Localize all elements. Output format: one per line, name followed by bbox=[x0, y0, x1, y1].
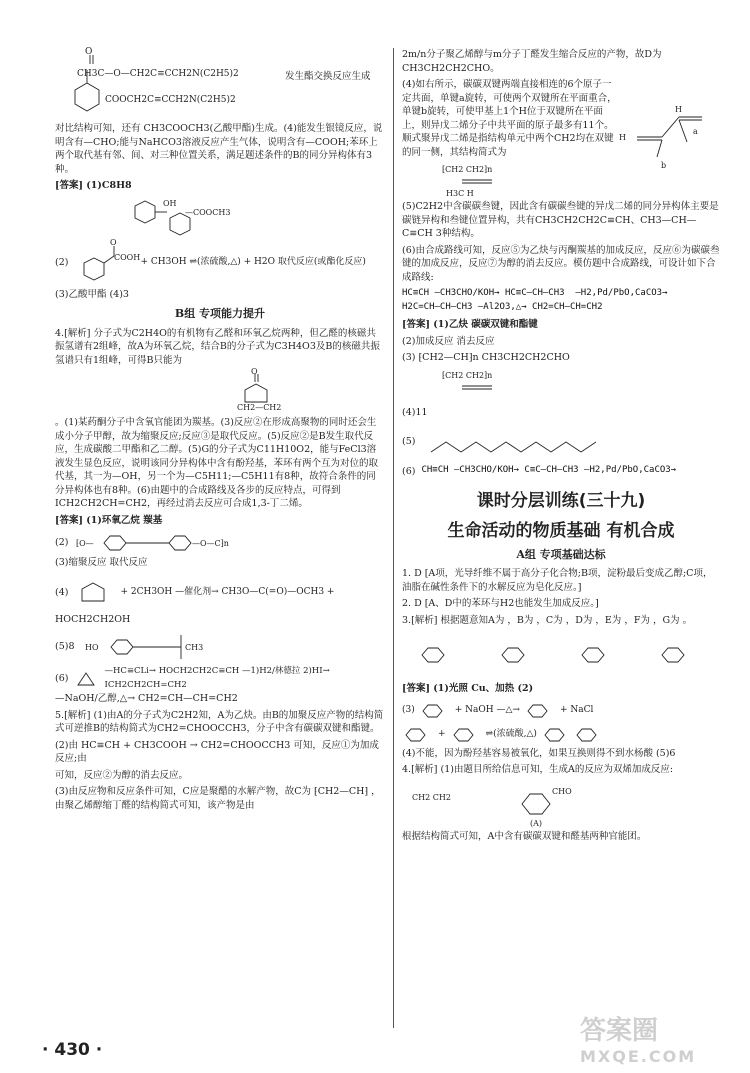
answer-a3-structures bbox=[402, 630, 720, 680]
watermark-line-1: 答案圈 bbox=[580, 1016, 659, 1046]
svg-text:HO: HO bbox=[84, 643, 99, 652]
benzyl-alcohol-structure bbox=[524, 699, 556, 723]
right-answer-2: (2)加成反应 消去反应 bbox=[402, 335, 495, 347]
answer-a3-eq3-row bbox=[402, 699, 720, 723]
diels-alder-structure bbox=[402, 780, 602, 828]
svg-text:b: b bbox=[661, 161, 667, 170]
right-p2: (4)如右所示，碳碳双键两端直接相连的6个原子一定共面，单键a旋转，可使两个双键所在平面重合，单键b旋转，可使甲基上1个H位于双键所在平面上，则异戊二烯分子中共平面的原子最多有11个。顺式聚异戊二烯是指结构单元中两个CH2均在双键的同一侧，其结构简式为 bbox=[402, 79, 617, 158]
ester-structure-1 bbox=[55, 47, 385, 120]
left-column bbox=[55, 48, 385, 815]
q4-answer-4-row bbox=[55, 573, 385, 613]
benzyl-alcohol-structure-2 bbox=[450, 723, 482, 747]
q4-answer-5-label: (5)8 bbox=[55, 641, 75, 653]
svg-text:—COOCH3: —COOCH3 bbox=[185, 207, 231, 217]
answer-a3-e: ，E为 bbox=[595, 614, 622, 626]
svg-text:CH3: CH3 bbox=[184, 643, 203, 652]
ethylene-oxide-structure bbox=[74, 669, 98, 689]
tert-pentylphenol-structure bbox=[81, 629, 231, 665]
q5-analysis-4: (3)由反应物和反应条件可知，C应是聚醋的水解产物，故C为 ⁅CH2—CH⁆ ，由聚乙烯醇缩丁醛的结构简式可知，该产物是由 bbox=[55, 786, 381, 811]
right-answer-4: (4)11 bbox=[402, 406, 428, 418]
svg-text:a: a bbox=[693, 127, 698, 136]
right-answer-6-row bbox=[402, 462, 720, 482]
q4-answer-4-equation: + 2CH3OH —催化剂→ CH3O—C(=O)—OCH3 + bbox=[120, 586, 335, 597]
q4-answer-6-equation-2: —NaOH/乙醇,△→ CH2=CH—CH=CH2 bbox=[55, 693, 238, 704]
svg-text:⁅CH2 CH2⁆n: ⁅CH2 CH2⁆n bbox=[442, 370, 493, 380]
polyisoprene-answer-structure bbox=[402, 368, 602, 404]
svg-text:O: O bbox=[85, 47, 93, 57]
answer-a3-answer-1: [答案] (1)光照 Cu、加热 (2) bbox=[402, 683, 534, 694]
q4-answer-2-label: (2) bbox=[55, 537, 69, 549]
answer-a4-continued: 根据结构简式可知，A中含有碳碳双键和醛基两种官能团。 bbox=[402, 830, 647, 842]
q5-analysis-3: 可知，反应②为醇的消去反应。 bbox=[55, 769, 189, 781]
equation-2 bbox=[55, 238, 385, 288]
svg-text:COOCH2C≡CCH2N(C2H5)2: COOCH2C≡CCH2N(C2H5)2 bbox=[105, 95, 236, 105]
equation-2-label: (2) bbox=[55, 256, 69, 268]
watermark-logo bbox=[580, 1010, 696, 1066]
answer-a3-eq4-plus: + bbox=[438, 728, 446, 739]
right-p3: (5)C2H2中含碳碳叁键，因此含有碳碳叁键的异戊二烯的同分异构体主要是碳链异构和叁键位置异构，共有CH3CH2CH2C≡CH、CH3—CH—C≡CH 3种结构。 bbox=[402, 201, 719, 239]
isoprene-structure bbox=[617, 82, 717, 172]
svg-text:⁅O—: ⁅O— bbox=[76, 539, 95, 548]
column-divider bbox=[393, 48, 394, 1028]
right-p4: (6)由合成路线可知，反应⑤为乙炔与丙酮羰基的加成反应，反应⑥为碳碳叁键的加成反应，反应⑦为醇的消去反应。模仿题中合成路线，可设计如下合成路线: bbox=[402, 244, 720, 283]
svg-text:CH3C—O—CH2C≡CCH2N(C2H5)2: CH3C—O—CH2C≡CCH2N(C2H5)2 bbox=[77, 69, 239, 79]
svg-text:CHO: CHO bbox=[552, 786, 572, 796]
cis-polyisoprene-structure bbox=[402, 162, 602, 198]
svg-text:—O—C⁆n: —O—C⁆n bbox=[192, 539, 230, 548]
answer-a3-eq4-arrow: ⇌(浓硫酸,△) bbox=[485, 728, 537, 739]
right-answer-6-route: CH≡CH —CH3CHO/KOH→ C≡C—CH—CH3 —H2,Pd/PbO,CaCO3→ bbox=[421, 465, 677, 475]
ethylene-carbonate-reactant bbox=[74, 573, 114, 613]
svg-text:OH: OH bbox=[163, 198, 177, 208]
alkyne-isomer-zigzag bbox=[421, 422, 661, 462]
ethylene-carbonate-structure bbox=[55, 367, 385, 414]
svg-text:H: H bbox=[619, 133, 626, 142]
q4-answer-3: (3)缩聚反应 取代反应 bbox=[55, 557, 148, 568]
svg-text:O: O bbox=[251, 367, 258, 376]
answer-a3 bbox=[402, 614, 720, 628]
q5-analysis: 5.[解析] (1)由A的分子式为C2H2知，A为乙炔。由B的加聚反应产物的结构简式可逆推B的结构简式为CH2=CHOOCCH3，分子中含有碳碳双键和酯键。 bbox=[55, 709, 384, 734]
answer-a3-eq3-label: (3) bbox=[402, 704, 415, 715]
lesson-title-2: 生命活动的物质基础 有机合成 bbox=[447, 520, 675, 541]
answer-a1: 1. D [A项，光导纤维不属于高分子化合物;B项，淀粉最后变成乙醇;C项，油脂在碱性条件下的水解反应为皂化反应。] bbox=[402, 568, 713, 593]
q4-answer-6-equation: —HC≡CLi→ HOCH2CH2C≡CH —1)H2/林德拉 2)HI→ ICH2CH2CH=CH2 bbox=[104, 666, 330, 690]
page-number: · 430 · bbox=[42, 1040, 103, 1060]
svg-text:CH2—CH2: CH2—CH2 bbox=[237, 403, 282, 412]
section-a-heading: A组 专项基础达标 bbox=[516, 547, 606, 561]
q4-answer-4-product: HOCH2CH2OH bbox=[55, 613, 131, 625]
synthesis-route: HC≡CH —CH3CHO/KOH→ HC≡C—CH—CH3 —H2,Pd/PbO,CaCO3→ H2C=CH—CH—CH3 —Al2O3,△→ CH2=CH—CH=CH2 bbox=[402, 288, 668, 312]
benzoylformic-acid-structure bbox=[74, 237, 141, 288]
equation-2-text: + CH3OH ⇌(浓硫酸,△) + H2O 取代反应(或酯化反应) bbox=[140, 256, 366, 267]
right-answer-5-label: (5) bbox=[402, 436, 416, 448]
q4-answer-6-label: (6) bbox=[55, 672, 69, 684]
left-p2: 对比结构可知，还有 CH3COOCH3(乙酸甲酯)生成。(4)能发生银镜反应，说明含有—CHO;能与NaHCO3溶液反应产生气体，说明含有—COOH;苯环上两个取代基有邻、间、对三种位置关系，满足题述条件的B的同分异构体有3种。 bbox=[55, 123, 383, 175]
benzyl-chloride-structure bbox=[419, 699, 451, 723]
left-p1: 发生酯交换反应生成 bbox=[285, 71, 371, 82]
q5-analysis-2: (2)由 HC≡CH + CH3COOH → CH2=CHOOCCH3 可知，反应①为加成反应;由 bbox=[55, 739, 379, 764]
svg-text:COOH: COOH bbox=[114, 252, 141, 262]
benzyl-benzoate-structure bbox=[541, 723, 601, 747]
svg-text:H3C H: H3C H bbox=[446, 189, 474, 198]
answer-a3-eq3-mid: + NaOH —△→ bbox=[454, 704, 520, 715]
page-number-value: 430 bbox=[54, 1040, 90, 1060]
svg-text:(A): (A) bbox=[530, 818, 543, 828]
q4-analysis: 4.[解析] 分子式为C2H4O的有机物有乙醛和环氧乙烷两种，但乙醛的核磁共振氢谱有2组峰，故A为环氧乙烷，结合B的分子式为C3H4O3及B的核磁共振氢谱只有1组峰，可得B只能为 bbox=[55, 327, 380, 366]
answer-a3-c: ，C为 bbox=[536, 614, 563, 626]
answer-a3-answer-4: (4)不能，因为酚羟基容易被氧化，如果互换则得不到水杨酸 (5)6 bbox=[402, 747, 676, 759]
answer-a4: 4.[解析] (1)由题目所给信息可知，生成A的反应为双烯加成反应: bbox=[402, 764, 674, 775]
answer-a3-b: ，B为 bbox=[507, 614, 534, 626]
svg-text:CH2 CH2: CH2 CH2 bbox=[412, 792, 451, 802]
right-p1: 2m/n分子聚乙烯醇与m分子丁醛发生缩合反应的产物，故D为CH3CH2CH2CHO。 bbox=[402, 49, 662, 74]
answer-a3-g: ，G为 bbox=[652, 614, 680, 626]
q4-answer-5-row bbox=[55, 629, 385, 665]
right-answer-3: (3) ⁅CH2—CH⁆n CH3CH2CH2CHO bbox=[402, 352, 570, 363]
right-column bbox=[402, 48, 720, 846]
answer-a3-eq4-row bbox=[402, 723, 720, 747]
svg-text:O: O bbox=[110, 237, 118, 247]
q4-answer-6-row bbox=[55, 665, 385, 692]
q4-answer-2-row bbox=[55, 530, 385, 556]
benzoic-acid-structure bbox=[402, 723, 434, 747]
answer-a3-f: ，F为 bbox=[624, 614, 650, 626]
answer1-structure bbox=[55, 196, 275, 236]
answer-a2: 2. D [A、D中的苯环与H2也能发生加成反应。] bbox=[402, 598, 599, 609]
answer-a3-intro: 3.[解析] 根据题意知A为 bbox=[402, 614, 505, 626]
svg-text:⁅CH2 CH2⁆n: ⁅CH2 CH2⁆n bbox=[442, 165, 493, 174]
right-answer-5-row bbox=[402, 422, 720, 462]
watermark-line-2: MXQE.COM bbox=[580, 1047, 697, 1066]
q4-answer-4-label: (4) bbox=[55, 586, 69, 598]
right-answer-6-label: (6) bbox=[402, 466, 416, 477]
svg-text:H: H bbox=[675, 105, 682, 114]
answer-a3-end: 。 bbox=[682, 614, 693, 626]
answer-a3-eq3-end: + NaCl bbox=[559, 704, 594, 715]
left-answer-1: [答案] (1)C8H8 bbox=[55, 180, 132, 191]
right-answer-1: [答案] (1)乙炔 碳碳双键和酯键 bbox=[402, 319, 538, 330]
q4-analysis-continued: 。(1)某药酮分子中含氧官能团为羰基。(3)反应②在形成高聚物的同时还会生成小分子甲醇，故为缩聚反应;反应③是取代反应。(5)反应②是B发生取代反应，生成碳酸二甲酯和乙二醇。(5)G的分子式为C11H10O2，能与FeCl3溶液发生显色反应，说明该同分异构体中含有酚羟基，苯环有两个互为对位的取代基，其一为—OH，另一个为—C5H11;—C5H11有8种，故符合条件的同分异构体也有8种。(6)由题中的合成路线及各步的反应特点，可得到ICH2CH2CH=CH2，再经过消去反应可合成1,3-丁二烯。 bbox=[55, 417, 379, 509]
polycarbonate-structure bbox=[74, 530, 234, 556]
q4-answer-1: [答案] (1)环氧乙烷 羰基 bbox=[55, 514, 163, 526]
answer-a3-d: ，D为 bbox=[565, 614, 593, 626]
left-p3: (3)乙酸甲酯 (4)3 bbox=[55, 288, 129, 300]
section-b-heading: B组 专项能力提升 bbox=[174, 307, 266, 320]
lesson-title-1: 课时分层训练(三十九) bbox=[476, 490, 646, 511]
